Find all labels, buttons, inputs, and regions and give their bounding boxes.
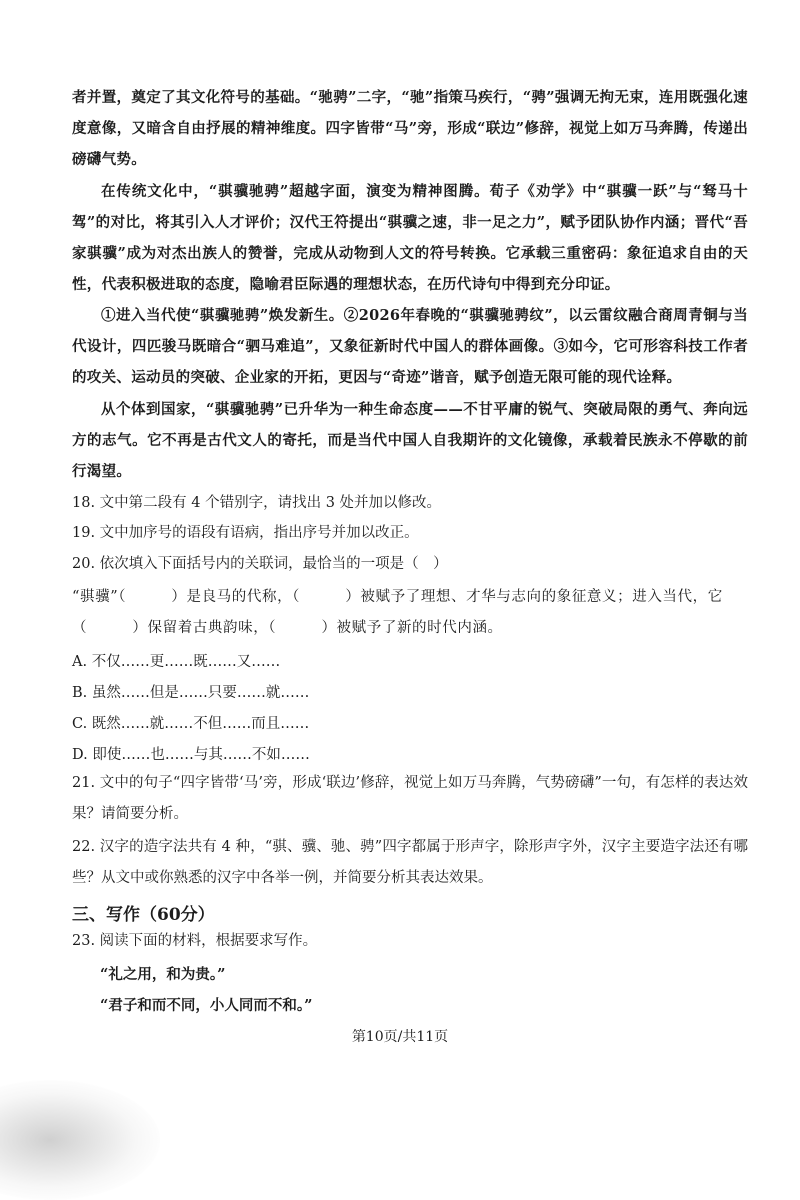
option-d: D. 即使……也……与其……不如…… [72,747,310,763]
question-20: 20. 依次填入下面括号内的关联词，最恰当的一项是（ ） [72,556,448,572]
question-20-fill-sentence: “骐骥”（ ）是良马的代称，（ ）被赋予了理想、才华与志向的象征意义；进入当代，它（ ）保留着古典韵味，（ ）被赋予了新的时代内涵。 [72,589,723,636]
passage-paragraph-2: 在传统文化中，“骐骥驰骋”超越字面，演变为精神图腾。荀子《劝学》中“骐骥一跃”与“驽马十驾”的对比，将其引入人才评价；汉代王符提出“骐骥之速，非一足之力”，赋予团队协作内涵；晋代“吾家骐骥”成为对杰出族人的赞誉，完成从动物到人文的符号转换。它承载三重密码：象征追求自由的天性，代表积极进取的态度，隐喻君臣际遇的理想状态，在历代诗句中得到充分印证。 [72,183,748,293]
question-18: 18. 文中第二段有 4 个错别字，请找出 3 处并加以修改。 [72,495,442,511]
option-c: C. 既然……就……不但……而且…… [72,716,310,732]
section-title-writing: 三、写作（60分） [72,905,215,925]
scan-shadow [0,1080,160,1200]
passage-paragraph-4: 从个体到国家，“骐骥驰骋”已升华为一种生命态度——不甘平庸的锐气、突破局限的勇气、奔向远方的志气。它不再是古代文人的寄托，而是当代中国人自我期许的文化镜像，承载着民族永不停歇的前行渴望。 [72,401,748,480]
question-23: 23. 阅读下面的材料，根据要求写作。 [72,933,318,949]
passage-paragraph-1: 者并置，奠定了其文化符号的基础。“驰骋”二字，“驰”指策马疾行，“骋”强调无拘无束，连用既强化速度意像，又暗含自由抒展的精神维度。四字皆带“马”旁，形成“联边”修辞，视觉上如万马奔腾，传递出磅礴气势。 [72,89,748,168]
question-21: 21. 文中的句子“四字皆带‘马’旁，形成‘联边’修辞，视觉上如万马奔腾，气势磅礴”一句，有怎样的表达效果？请简要分析。 [72,775,748,822]
option-a: A. 不仅……更……既……又…… [72,654,281,670]
question-22: 22. 汉字的造字法共有 4 种，“骐、骥、驰、骋”四字都属于形声字，除形声字外，汉字主要造字法还有哪些？从文中或你熟悉的汉字中各举一例，并简要分析其表达效果。 [72,839,748,886]
material-quote-2: “君子和而不同，小人同而不和。” [100,997,313,1014]
passage-paragraph-3: ①进入当代使“骐骥驰骋”焕发新生。②2026年春晚的“骐骥驰骋纹”，以云雷纹融合商周青铜与当代设计，四匹骏马既暗合“驷马难追”，又象征新时代中国人的群体画像。③如今，它可形容科技工作者的攻关、运动员的突破、企业家的开拓，更因与“奇迹”谐音，赋予创造无限可能的现代诠释。 [72,307,748,386]
material-quote-1: “礼之用，和为贵。” [100,966,226,983]
option-b: B. 虽然……但是……只要……就…… [72,685,310,701]
page-number: 第10页/共11页 [351,1029,449,1045]
question-19: 19. 文中加序号的语段有语病，指出序号并加以改正。 [72,525,419,541]
